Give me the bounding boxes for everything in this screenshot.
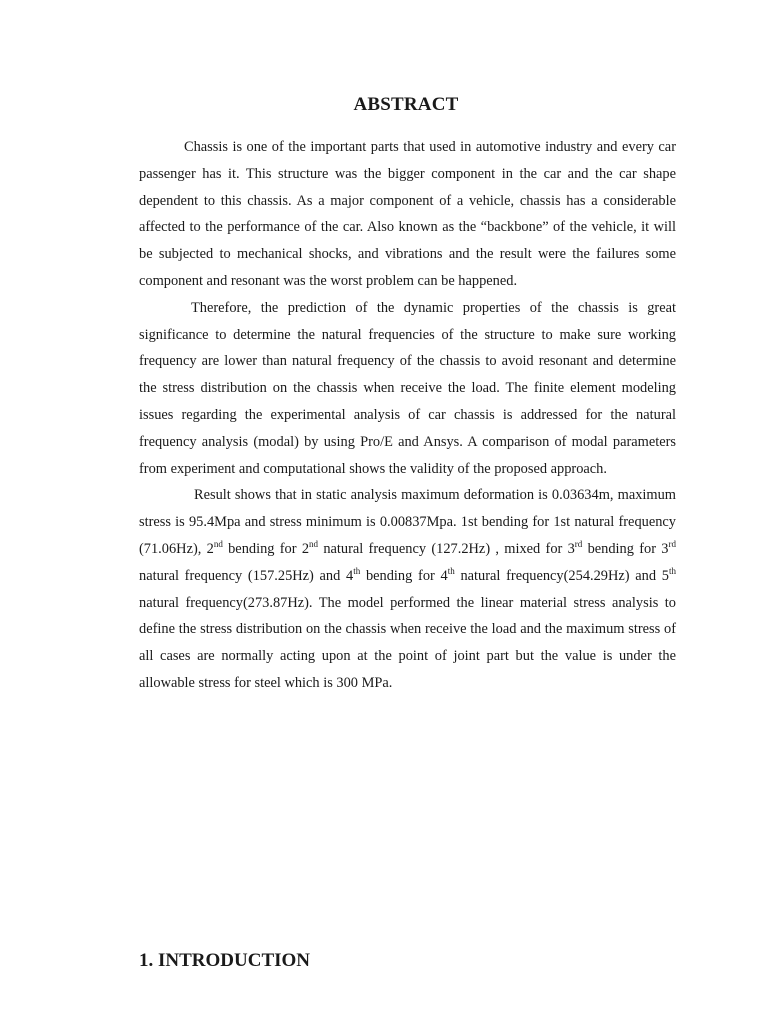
abstract-paragraph-2: Therefore, the prediction of the dynamic properties of the chassis is great significance to determine the natural frequencies of the structure to make sure working frequency are lower than natural frequency of the chassis to avoid resonant and determine the stress distribution on the chassis when receive the load. The finite element modeling issues regarding the experimental analysis of car chassis is addressed for the natural frequency analysis (modal) by using Pro/E and Ansys. A comparison of modal parameters from experiment and computational shows the validity of the proposed approach. xyxy=(139,299,676,477)
paragraph-3-text: natural frequency(273.87Hz). The model performed the linear material stress analysis to define the stress distribution on the chassis when receive the load and the maximum stress of all cases are normally acting upon at the point of joint part but the value is under the allowable stress for steel which is 300 MPa. xyxy=(139,594,676,691)
abstract-paragraph-3 xyxy=(139,482,676,696)
paragraph-3-text: bending for 4 xyxy=(360,567,448,584)
abstract-paragraph-1: Chassis is one of the important parts that used in automotive industry and every car passenger has it. This structure was the bigger component in the car and the car shape dependent to this chassis. As a major component of a vehicle, chassis has a considerable affected to the performance of the car. Also known as the “backbone” of the vehicle, it will be subjected to mechanical shocks, and vibrations and the result were the failures some component and resonant was the worst problem can be happened. xyxy=(139,139,676,289)
ordinal-superscript: th xyxy=(668,565,676,576)
paragraph-3-text: Result shows that in static analysis maximum deformation is 0.03634m, maximum stress is 95.4Mpa and stress minimum is 0.00837Mpa. 1st bending for 1st natural frequency (71.06Hz), 2 xyxy=(139,487,676,557)
ordinal-superscript: th xyxy=(447,565,455,576)
ordinal-superscript: rd xyxy=(574,538,583,549)
paragraph-3-text: natural frequency (127.2Hz) , mixed for 3 xyxy=(318,540,575,557)
paragraph-3-text: bending for 3 xyxy=(582,540,669,557)
paragraph-3-text: bending for 2 xyxy=(222,540,310,557)
ordinal-superscript: nd xyxy=(309,538,319,549)
abstract-title: ABSTRACT xyxy=(353,94,459,115)
ordinal-superscript: th xyxy=(353,565,361,576)
paragraph-3-text: natural frequency (157.25Hz) and 4 xyxy=(139,567,354,584)
ordinal-superscript: nd xyxy=(213,538,223,549)
introduction-heading: 1. INTRODUCTION xyxy=(139,950,311,971)
paragraph-3-text: natural frequency(254.29Hz) and 5 xyxy=(454,567,669,584)
abstract-body xyxy=(139,134,676,697)
ordinal-superscript: rd xyxy=(668,538,676,549)
